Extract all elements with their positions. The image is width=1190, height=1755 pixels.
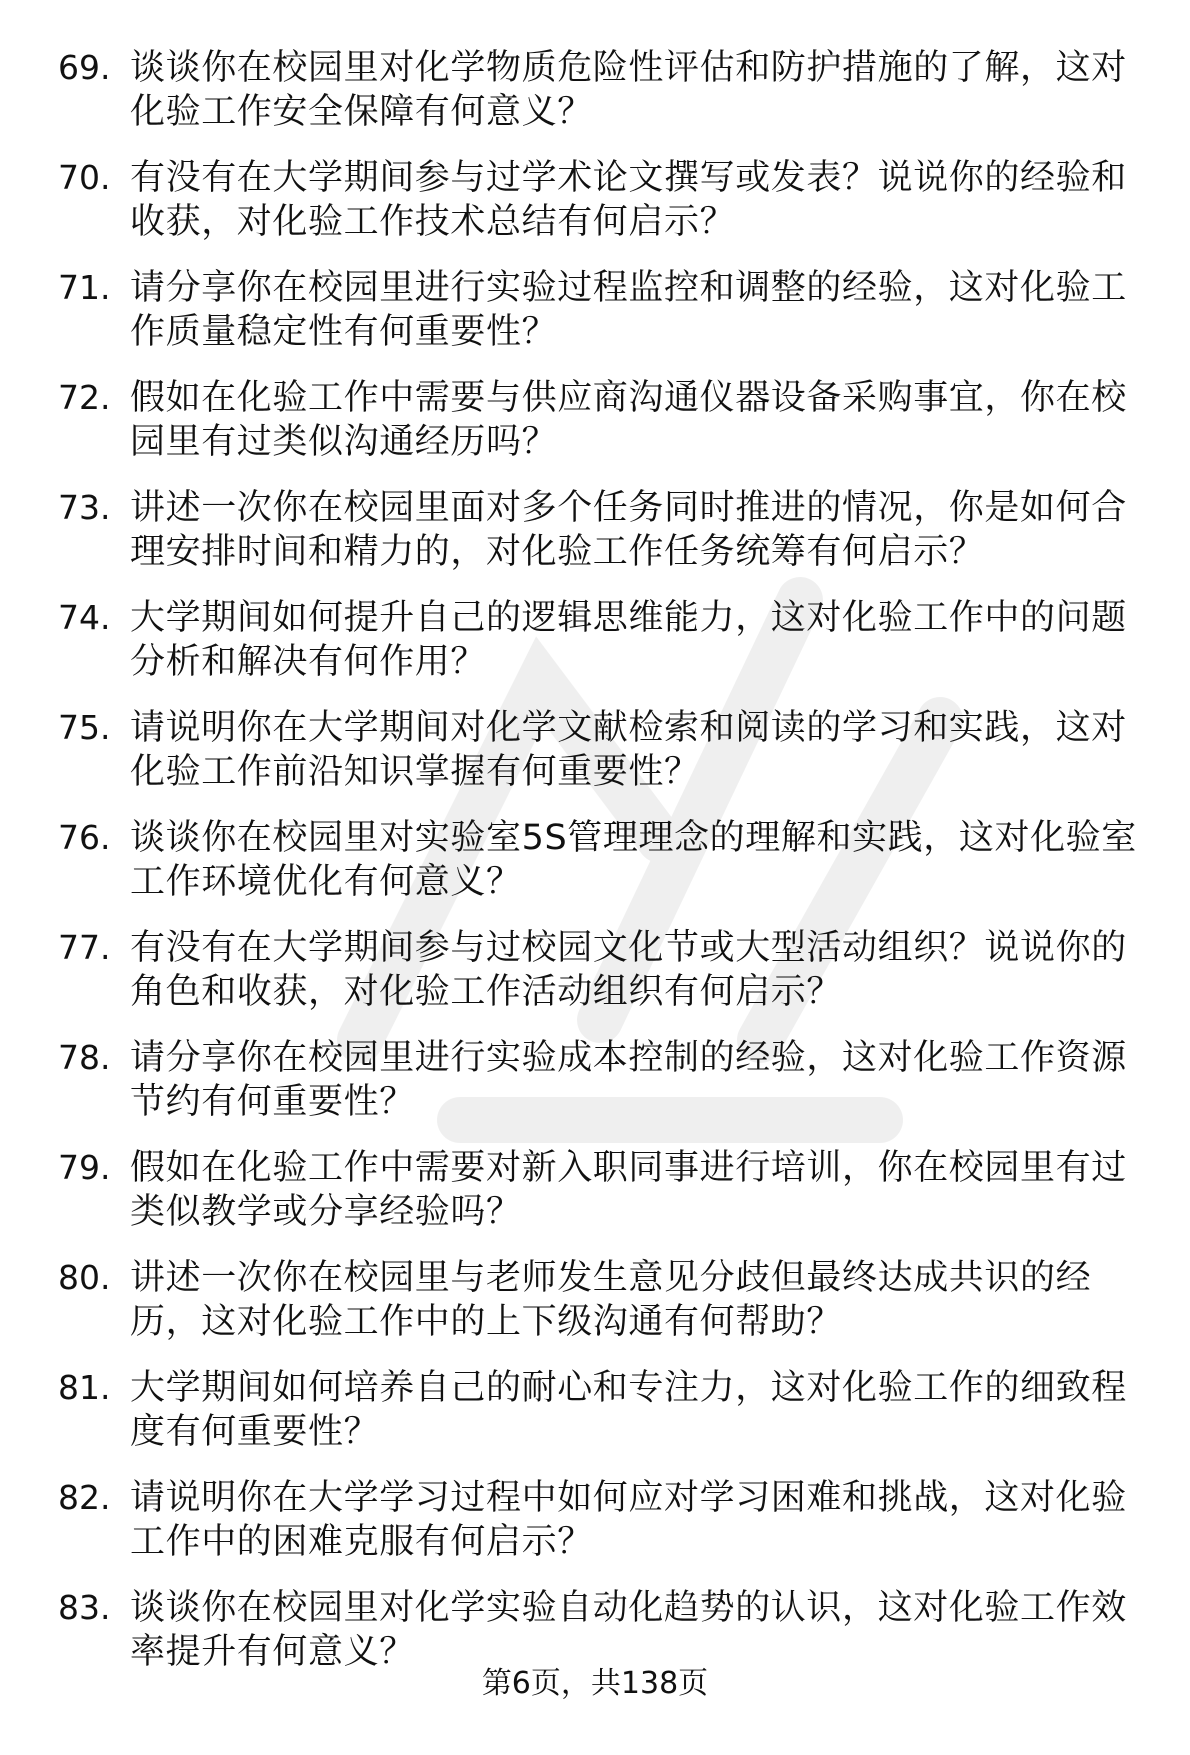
question-text-line: 收获，对化验工作技术总结有何启示？ <box>130 202 736 242</box>
question-item <box>0 154 1190 264</box>
question-number: 72. <box>58 378 111 417</box>
question-text-line: 谈谈你在校园里对化学物质危险性评估和防护措施的了解，这对 <box>130 48 1127 88</box>
question-text-line: 工作环境优化有何意义？ <box>130 862 522 902</box>
question-item <box>0 1364 1190 1474</box>
question-text-line: 作质量稳定性有何重要性？ <box>130 312 558 352</box>
question-text-line: 有没有在大学期间参与过学术论文撰写或发表？说说你的经验和 <box>130 158 1127 198</box>
question-text-line: 请分享你在校园里进行实验过程监控和调整的经验，这对化验工 <box>130 268 1127 308</box>
question-text-line: 理安排时间和精力的，对化验工作任务统筹有何启示？ <box>130 532 985 572</box>
question-number: 80. <box>58 1258 111 1297</box>
question-number: 82. <box>58 1478 111 1517</box>
question-item <box>0 264 1190 374</box>
question-text-line: 讲述一次你在校园里面对多个任务同时推进的情况，你是如何合 <box>130 488 1127 528</box>
question-text-line: 谈谈你在校园里对化学实验自动化趋势的认识，这对化验工作效 <box>130 1588 1127 1628</box>
question-item <box>0 814 1190 924</box>
question-text-line: 假如在化验工作中需要对新入职同事进行培训，你在校园里有过 <box>130 1148 1127 1188</box>
question-item <box>0 1254 1190 1364</box>
question-number: 79. <box>58 1148 111 1187</box>
question-text-line: 假如在化验工作中需要与供应商沟通仪器设备采购事宜，你在校 <box>130 378 1127 418</box>
question-number: 81. <box>58 1368 111 1407</box>
question-text-line: 工作中的困难克服有何启示？ <box>130 1522 593 1562</box>
question-item <box>0 704 1190 814</box>
question-item <box>0 1474 1190 1584</box>
question-number: 83. <box>58 1588 111 1627</box>
question-text-line: 谈谈你在校园里对实验室5S管理理念的理解和实践，这对化验室 <box>130 818 1137 858</box>
question-text-line: 请说明你在大学学习过程中如何应对学习困难和挑战，这对化验 <box>130 1478 1127 1518</box>
question-text-line: 分析和解决有何作用？ <box>130 642 487 682</box>
question-number: 78. <box>58 1038 111 1077</box>
question-number: 74. <box>58 598 111 637</box>
page-number-footer: 第6页，共138页 <box>481 1666 709 1701</box>
question-item <box>0 374 1190 484</box>
question-text-line: 大学期间如何提升自己的逻辑思维能力，这对化验工作中的问题 <box>130 598 1127 638</box>
question-text-line: 历，这对化验工作中的上下级沟通有何帮助？ <box>130 1302 843 1342</box>
question-text-line: 率提升有何意义？ <box>130 1632 415 1672</box>
question-item <box>0 924 1190 1034</box>
question-text-line: 有没有在大学期间参与过校园文化节或大型活动组织？说说你的 <box>130 928 1127 968</box>
question-item <box>0 594 1190 704</box>
question-text-line: 讲述一次你在校园里与老师发生意见分歧但最终达成共识的经 <box>130 1258 1092 1298</box>
question-text-line: 大学期间如何培养自己的耐心和专注力，这对化验工作的细致程 <box>130 1368 1127 1408</box>
question-number: 75. <box>58 708 111 747</box>
question-item <box>0 44 1190 154</box>
question-item <box>0 1034 1190 1144</box>
question-text-line: 请说明你在大学期间对化学文献检索和阅读的学习和实践，这对 <box>130 708 1127 748</box>
question-number: 69. <box>58 48 111 87</box>
question-text-line: 节约有何重要性？ <box>130 1082 415 1122</box>
question-list <box>0 44 1190 1694</box>
question-text-line: 化验工作前沿知识掌握有何重要性？ <box>130 752 700 792</box>
question-text-line: 化验工作安全保障有何意义？ <box>130 92 593 132</box>
question-number: 70. <box>58 158 111 197</box>
question-number: 71. <box>58 268 111 307</box>
question-text-line: 类似教学或分享经验吗？ <box>130 1192 522 1232</box>
question-number: 77. <box>58 928 111 967</box>
question-text-line: 请分享你在校园里进行实验成本控制的经验，这对化验工作资源 <box>130 1038 1127 1078</box>
question-text-line: 园里有过类似沟通经历吗？ <box>130 422 558 462</box>
question-item <box>0 484 1190 594</box>
question-text-line: 度有何重要性？ <box>130 1412 380 1452</box>
question-number: 73. <box>58 488 111 527</box>
question-text-line: 角色和收获，对化验工作活动组织有何启示？ <box>130 972 843 1012</box>
question-number: 76. <box>58 818 111 857</box>
question-item <box>0 1144 1190 1254</box>
